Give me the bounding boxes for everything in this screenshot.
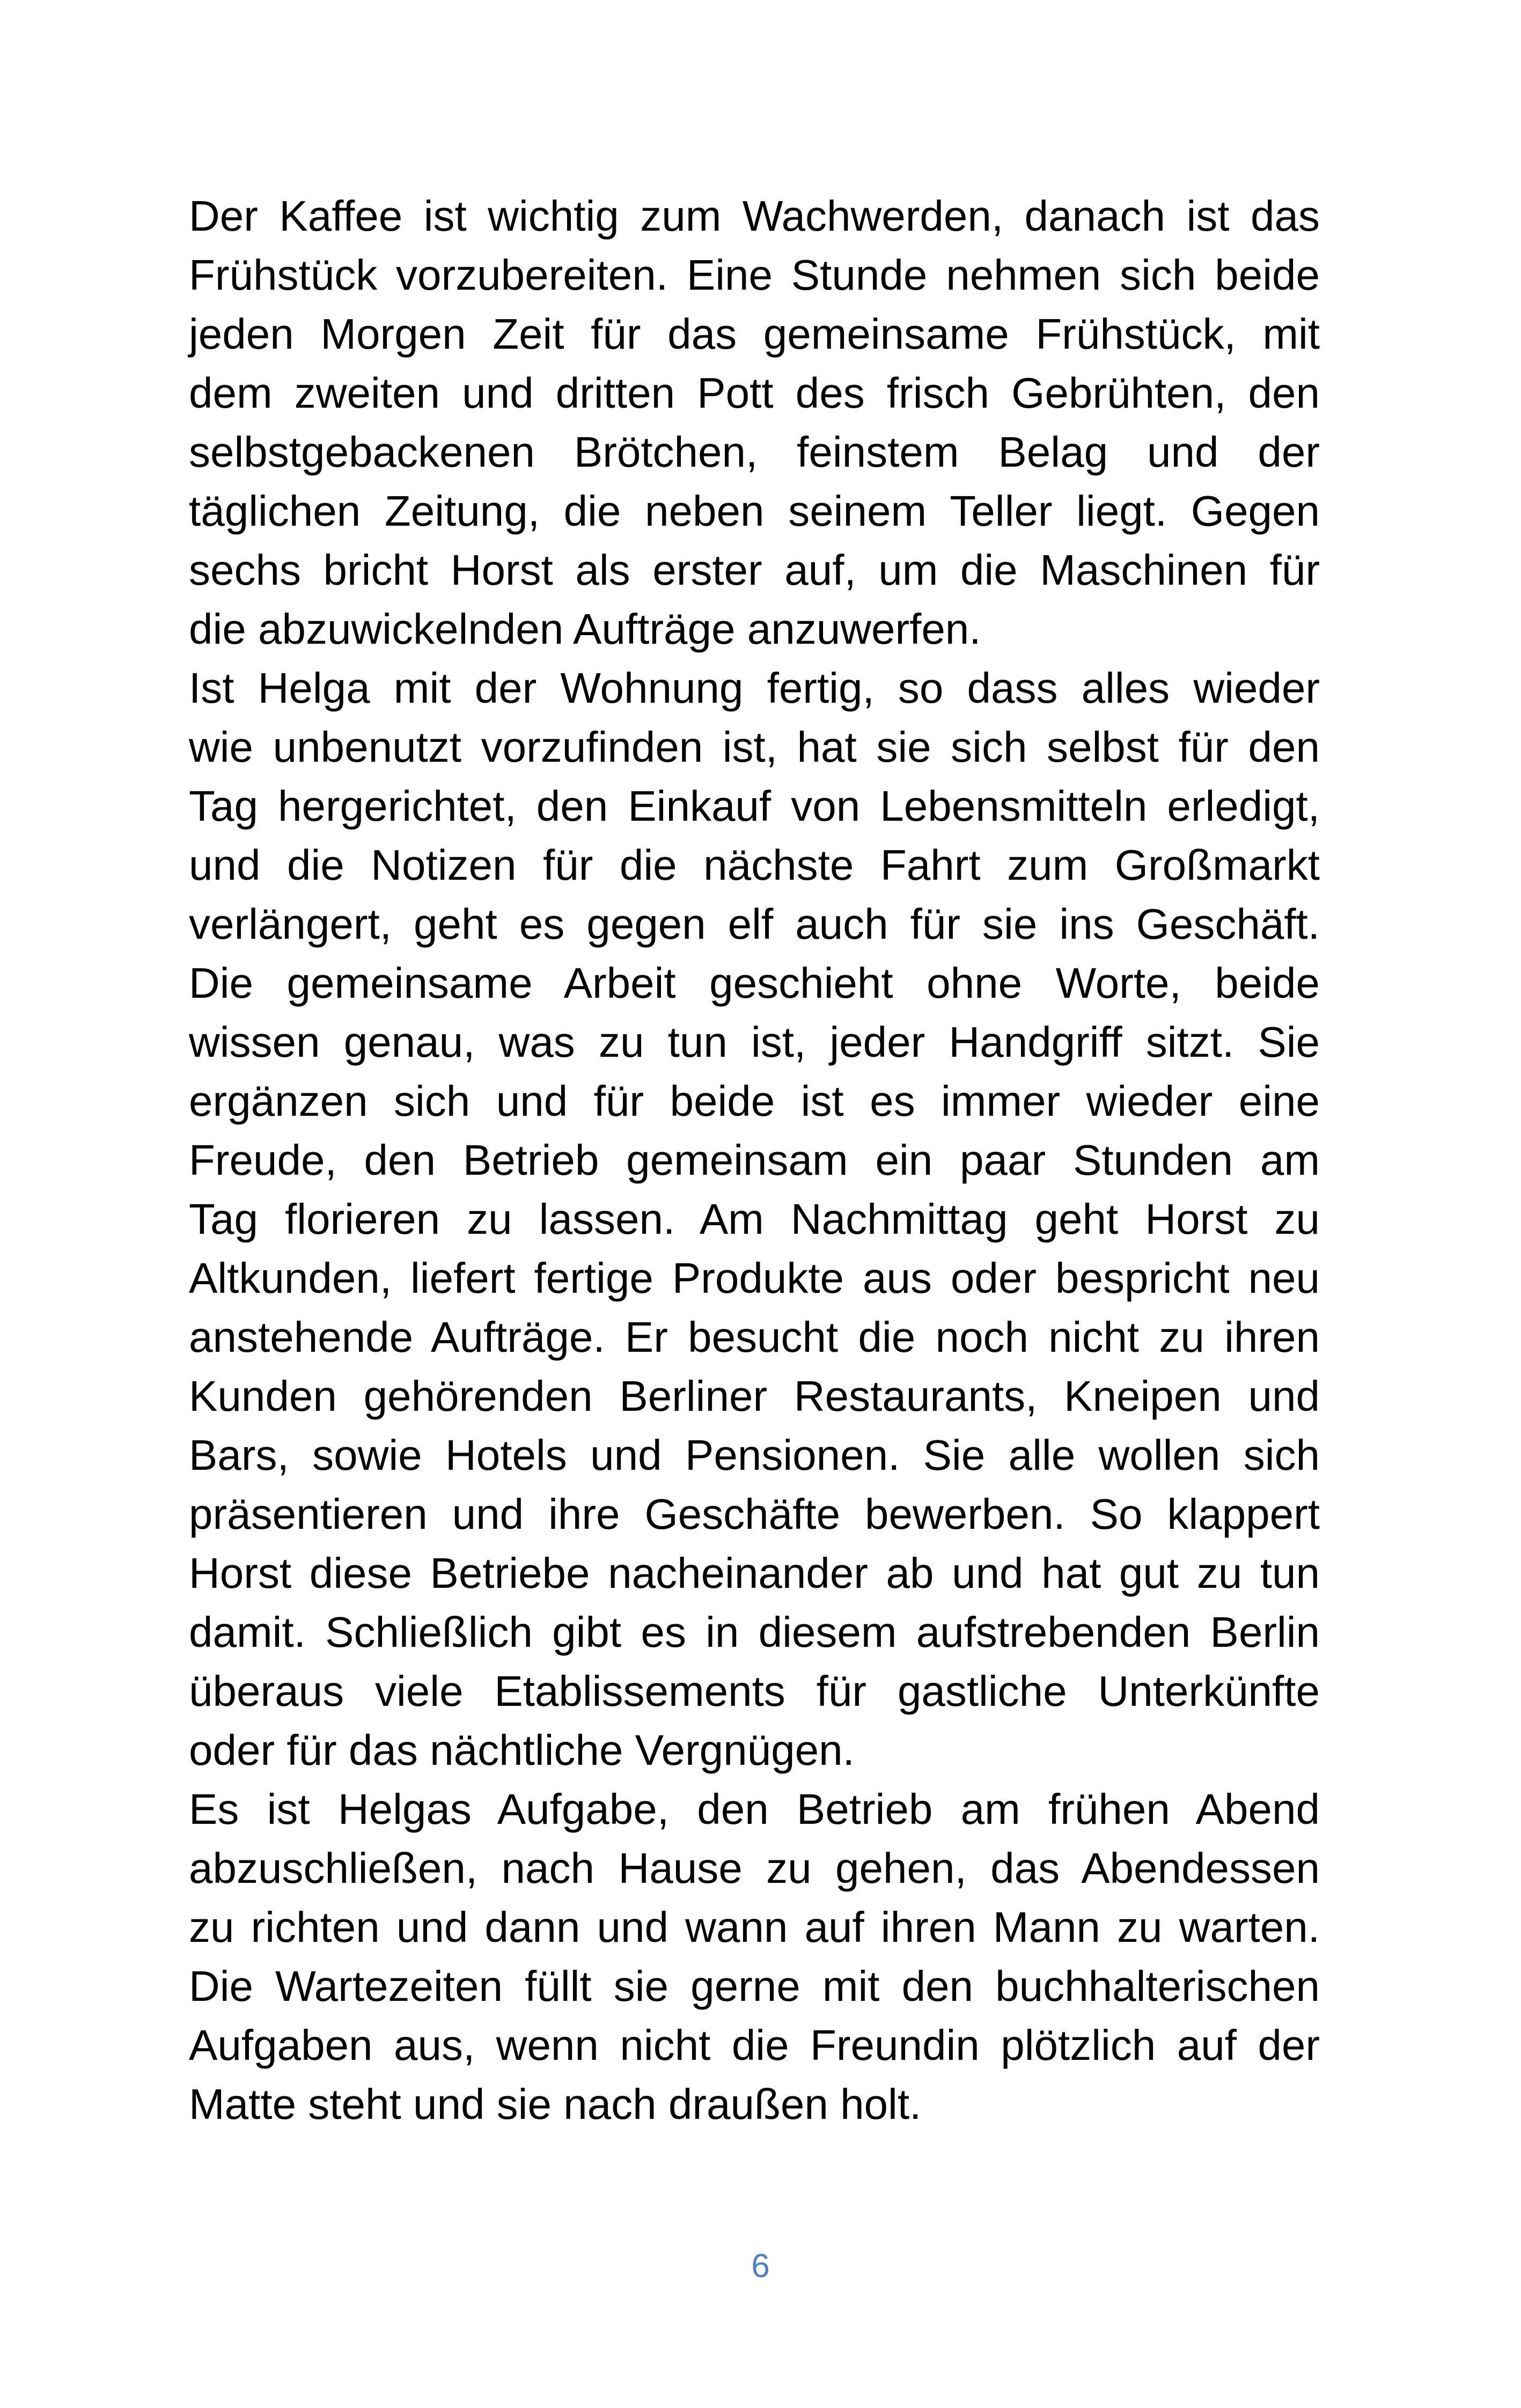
- text-line: wie unbenutzt vorzufinden ist, hat sie sich selbst für den: [189, 723, 1320, 771]
- text-line: verlängert, geht es gegen elf auch für sie ins Geschäft.: [189, 900, 1320, 948]
- text-line: Freude, den Betrieb gemeinsam ein paar Stunden am: [189, 1136, 1320, 1184]
- text-line: präsentieren und ihre Geschäfte bewerben. So klappert: [189, 1490, 1320, 1538]
- text-line: ergänzen sich und für beide ist es immer wieder eine: [189, 1077, 1320, 1125]
- text-line: wissen genau, was zu tun ist, jeder Handgriff sitzt. Sie: [189, 1018, 1320, 1066]
- text-line: Aufgaben aus, wenn nicht die Freundin plötzlich auf der: [189, 2021, 1320, 2069]
- text-line: anstehende Aufträge. Er besucht die noch nicht zu ihren: [189, 1313, 1320, 1361]
- text-line: abzuschließen, nach Hause zu gehen, das Abendessen: [189, 1844, 1320, 1892]
- text-line: Die Wartezeiten füllt sie gerne mit den buchhalterischen: [189, 1962, 1320, 2010]
- page-number: 6: [751, 2248, 770, 2285]
- text-line: Frühstück vorzubereiten. Eine Stunde nehmen sich beide: [189, 251, 1320, 299]
- text-line: Der Kaffee ist wichtig zum Wachwerden, danach ist das: [189, 192, 1320, 240]
- text-line: Die gemeinsame Arbeit geschieht ohne Worte, beide: [189, 959, 1320, 1007]
- text-line: Ist Helga mit der Wohnung fertig, so dass alles wieder: [189, 664, 1320, 712]
- text-line: oder für das nächtliche Vergnügen.: [189, 1726, 855, 1774]
- text-line: damit. Schließlich gibt es in diesem aufstrebenden Berlin: [189, 1608, 1320, 1656]
- text-line: sechs bricht Horst als erster auf, um die Maschinen für: [189, 546, 1320, 594]
- text-line: Tag hergerichtet, den Einkauf von Lebensmitteln erledigt,: [189, 782, 1320, 830]
- text-line: Bars, sowie Hotels und Pensionen. Sie alle wollen sich: [189, 1431, 1320, 1479]
- text-line: Matte steht und sie nach draußen holt.: [189, 2080, 922, 2128]
- body-text: [189, 187, 1320, 2134]
- text-line: Altkunden, liefert fertige Produkte aus oder bespricht neu: [189, 1254, 1320, 1302]
- text-line: Es ist Helgas Aufgabe, den Betrieb am frühen Abend: [189, 1785, 1320, 1833]
- text-line: selbstgebackenen Brötchen, feinstem Belag und der: [189, 428, 1320, 476]
- text-line: dem zweiten und dritten Pott des frisch Gebrühten, den: [189, 369, 1320, 417]
- text-line: Tag florieren zu lassen. Am Nachmittag geht Horst zu: [189, 1195, 1320, 1243]
- text-line: überaus viele Etablissements für gastliche Unterkünfte: [189, 1667, 1320, 1715]
- text-line: jeden Morgen Zeit für das gemeinsame Frühstück, mit: [189, 310, 1320, 358]
- text-line: Horst diese Betriebe nacheinander ab und hat gut zu tun: [189, 1549, 1320, 1597]
- text-line: und die Notizen für die nächste Fahrt zum Großmarkt: [189, 841, 1320, 889]
- text-line: täglichen Zeitung, die neben seinem Teller liegt. Gegen: [189, 487, 1320, 535]
- text-line: Kunden gehörenden Berliner Restaurants, Kneipen und: [189, 1372, 1320, 1420]
- text-line: zu richten und dann und wann auf ihren Mann zu warten.: [189, 1903, 1320, 1951]
- text-line: die abzuwickelnden Aufträge anzuwerfen.: [189, 605, 981, 653]
